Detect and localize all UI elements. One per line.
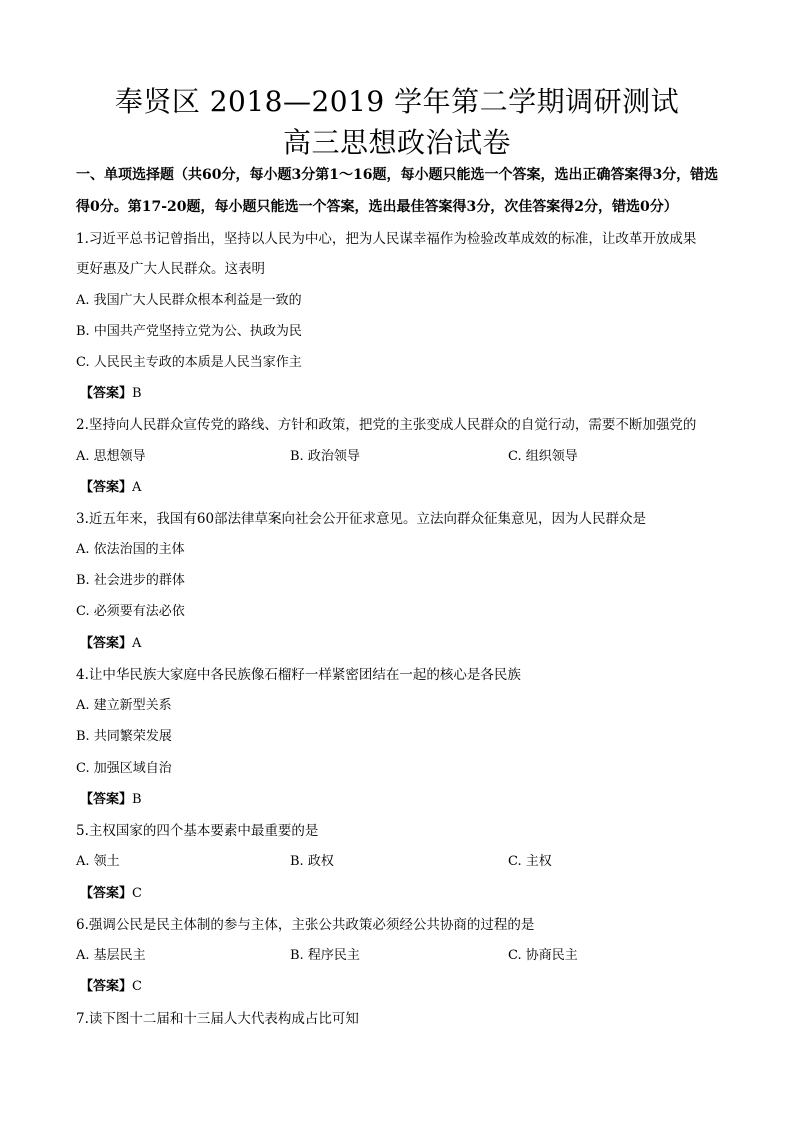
question-3-answer [80,635,141,653]
question-2-option-b: B. 政治领导 [290,449,360,464]
answer-value: C [132,886,142,901]
question-2-option-c: C. 组织领导 [508,449,578,464]
question-4-option-a: A. 建立新型关系 [76,698,172,713]
question-5-option-b: B. 政权 [290,854,334,869]
exam-title-line1: 奉贤区 2018—2019 学年第二学期调研测试 [114,85,680,118]
answer-label: 【答案】 [80,386,133,401]
answer-value: B [132,792,142,807]
question-1-stem: 1.习近平总书记曾指出，坚持以人民为中心，把为人民谋幸福作为检验改革成效的标准，让改革开放成果 [76,231,697,247]
answer-label: 【答案】 [80,979,133,994]
question-3-option-c: C. 必须要有法必依 [76,604,185,619]
question-3-stem: 3.近五年来，我国有60部法律草案向社会公开征求意见。立法向群众征集意见，因为人民群众是 [76,511,647,527]
question-1-stem-cont: 更好惠及广大人民群众。这表明 [76,261,265,277]
question-1-option-a: A. 我国广大人民群众根本利益是一致的 [76,293,302,308]
answer-value: B [132,386,142,401]
question-5-option-a: A. 领土 [76,854,120,869]
answer-value: A [132,480,142,495]
section-instruction-line1: 一、单项选择题（共60分，每小题3分第1～16题，每小题只能选一个答案，选出正确答案得3分，错选 [76,167,719,183]
question-2-stem: 2.坚持向人民群众宣传党的路线、方针和政策，把党的主张变成人民群众的自觉行动，需要不断加强党的 [76,417,697,433]
question-5-option-c: C. 主权 [508,854,552,869]
exam-title-line2: 高三思想政治试卷 [282,126,511,159]
question-4-stem: 4.让中华民族大家庭中各民族像石榴籽一样紧密团结在一起的核心是各民族 [76,667,521,683]
question-4-option-b: B. 共同繁荣发展 [76,729,172,744]
section-instruction-line2: 得0分。第17-20题，每小题只能选一个答案，选出最佳答案得3分，次佳答案得2分，错选0分） [76,199,678,215]
answer-label: 【答案】 [80,636,133,651]
question-3-option-a: A. 依法治国的主体 [76,542,185,557]
question-7-stem: 7.读下图十二届和十三届人大代表构成占比可知 [76,1011,359,1027]
question-1-answer [80,385,142,403]
question-4-answer [80,791,142,809]
question-6-answer [80,978,142,996]
answer-value: C [132,979,142,994]
question-3-option-b: B. 社会进步的群体 [76,573,185,588]
answer-label: 【答案】 [80,480,133,495]
question-2-option-a: A. 思想领导 [76,449,146,464]
question-5-stem: 5.主权国家的四个基本要素中最重要的是 [76,823,319,839]
answer-label: 【答案】 [80,886,133,901]
question-6-option-a: A. 基层民主 [76,948,146,963]
question-1-option-c: C. 人民民主专政的本质是人民当家作主 [76,355,302,370]
question-6-stem: 6.强调公民是民主体制的参与主体，主张公共政策必须经公共协商的过程的是 [76,917,535,933]
question-1-option-b: B. 中国共产党坚持立党为公、执政为民 [76,324,302,339]
answer-value: A [132,636,142,651]
question-2-answer [80,479,141,497]
question-5-answer [80,885,142,903]
question-6-option-b: B. 程序民主 [290,948,360,963]
question-4-option-c: C. 加强区域自治 [76,761,172,776]
question-6-option-c: C. 协商民主 [508,948,578,963]
answer-label: 【答案】 [80,792,133,807]
